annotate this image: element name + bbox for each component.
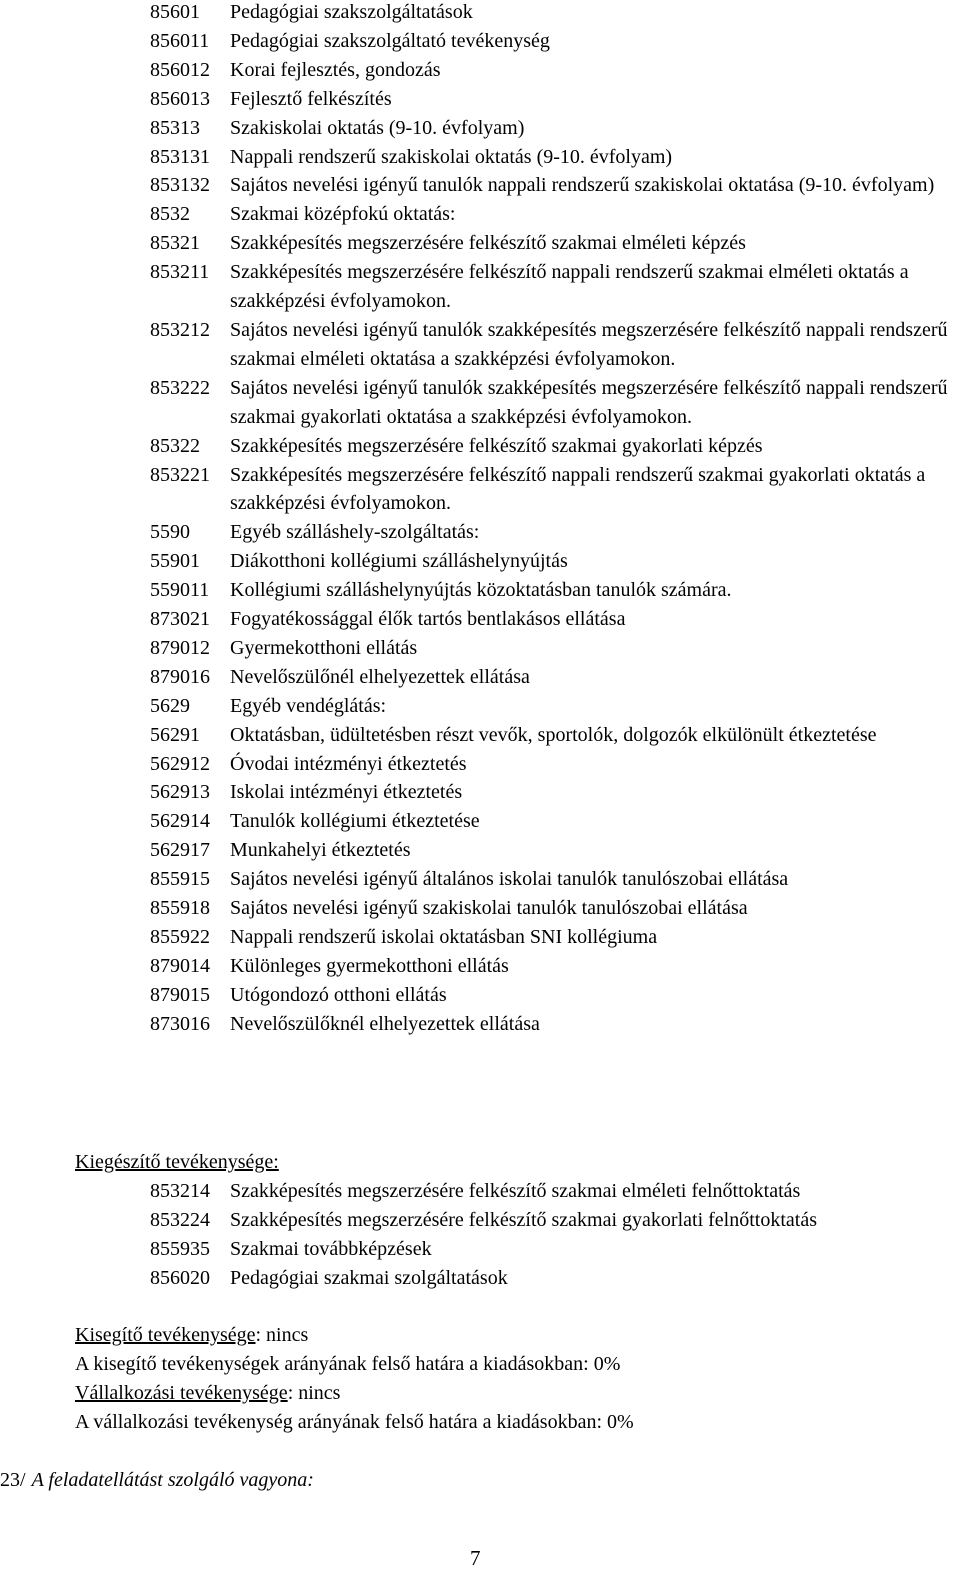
auxiliary-limit: A kisegítő tevékenységek arányának felső határa a kiadásokban: 0% <box>75 1353 621 1375</box>
activity-description: Szakmai továbbképzések <box>230 1237 432 1260</box>
activity-description: Utógondozó otthoni ellátás <box>230 983 447 1006</box>
activity-description: Iskolai intézményi étkeztetés <box>230 781 463 804</box>
activity-description: Pedagógiai szakszolgáltató tevékenység <box>230 29 550 52</box>
supplementary-heading: Kiegészítő tevékenysége: <box>75 1151 279 1173</box>
activity-description: Fejlesztő felkészítés <box>230 87 392 110</box>
activity-entry <box>150 200 950 229</box>
activity-list <box>150 0 950 1039</box>
activity-code: 562914 <box>150 810 210 833</box>
enterprise-line <box>75 1379 955 1408</box>
activity-description: Munkahelyi étkeztetés <box>230 839 411 862</box>
activity-entry <box>150 750 950 779</box>
activity-description: Sajátos nevelési igényű tanulók szakképesítés megszerzésére felkészítő nappali rendszerű szakmai gyakorlati oktatása a szakképzési évfolyamokon. <box>230 376 948 428</box>
activity-code: 85601 <box>150 1 200 23</box>
auxiliary-line <box>75 1321 955 1350</box>
activity-entry <box>150 952 950 981</box>
activity-description: Szakképesítés megszerzésére felkészítő nappali rendszerű szakmai elméleti oktatás a szakképzési évfolyamokon. <box>230 261 909 313</box>
activity-code: 855922 <box>150 926 210 948</box>
activity-entry <box>150 229 950 258</box>
activity-entry <box>150 923 950 952</box>
activity-code: 85321 <box>150 232 200 255</box>
activity-code: 855935 <box>150 1237 210 1260</box>
activity-code: 879015 <box>150 983 210 1006</box>
activity-entry <box>150 518 950 547</box>
activity-description: Pedagógiai szakmai szolgáltatások <box>230 1266 508 1289</box>
activity-entry <box>150 692 950 721</box>
activity-code: 879016 <box>150 665 210 688</box>
activity-entry <box>150 432 950 461</box>
supplementary-label <box>75 1148 955 1177</box>
activity-code: 55901 <box>150 550 200 573</box>
activity-entry <box>150 27 950 56</box>
activity-description: Kollégiumi szálláshelynyújtás közoktatásban tanulók számára. <box>230 579 732 602</box>
activity-entry <box>150 576 950 605</box>
activity-code: 856020 <box>150 1266 210 1289</box>
activity-code: 855915 <box>150 868 210 891</box>
activity-description: Oktatásban, üdültetésben részt vevők, sportolók, dolgozók elkülönült étkeztetése <box>230 723 877 746</box>
activity-entry <box>150 547 950 576</box>
activity-entry <box>150 374 950 432</box>
enterprise-limit: A vállalkozási tevékenység arányának felső határa a kiadásokban: 0% <box>75 1411 634 1433</box>
activity-entry <box>150 258 950 316</box>
activity-description: Szakképesítés megszerzésére felkészítő nappali rendszerű szakmai gyakorlati oktatás a szakképzési évfolyamokon. <box>230 463 926 515</box>
activity-description: Sajátos nevelési igényű tanulók nappali rendszerű szakiskolai oktatása (9-10. évfolyam) <box>230 174 935 197</box>
activity-entry <box>150 56 950 85</box>
activity-code: 853132 <box>150 174 210 197</box>
page-number: 7 <box>470 1546 481 1570</box>
activity-entry <box>150 807 950 836</box>
activity-description: Szakképesítés megszerzésére felkészítő szakmai elméleti felnőttoktatás <box>230 1180 801 1202</box>
activity-code: 853214 <box>150 1180 210 1202</box>
activity-code: 856011 <box>150 29 210 52</box>
activity-code: 559011 <box>150 579 210 602</box>
section-title: A feladatellátást szolgáló vagyona: <box>31 1469 314 1491</box>
section-23-heading <box>0 1466 314 1495</box>
activity-entry <box>150 605 950 634</box>
activity-description: Szakképesítés megszerzésére felkészítő szakmai elméleti képzés <box>230 232 746 255</box>
activity-description: Fogyatékossággal élők tartós bentlakásos ellátása <box>230 608 626 631</box>
activity-code: 562913 <box>150 781 210 804</box>
activity-description: Szakiskolai oktatás (9-10. évfolyam) <box>230 116 525 139</box>
activity-description: Nevelőszülőknél elhelyezettek ellátása <box>230 1012 540 1035</box>
activity-description: Sajátos nevelési igényű általános iskolai tanulók tanulószobai ellátása <box>230 868 789 891</box>
activity-entry <box>150 316 950 374</box>
activity-description: Nappali rendszerű iskolai oktatásban SNI kollégiuma <box>230 926 658 948</box>
activity-code: 853222 <box>150 376 210 399</box>
activity-description: Diákotthoni kollégiumi szálláshelynyújtás <box>230 550 568 573</box>
activity-code: 853221 <box>150 463 210 486</box>
activity-code: 853211 <box>150 261 210 284</box>
auxiliary-heading: Kisegítő tevékenysége <box>75 1324 256 1346</box>
activity-entry <box>150 894 950 923</box>
activity-entry <box>150 836 950 865</box>
enterprise-heading: Vállalkozási tevékenysége <box>75 1382 288 1404</box>
activity-entry <box>150 1177 950 1206</box>
activity-description: Sajátos nevelési igényű tanulók szakképesítés megszerzésére felkészítő nappali rendszerű szakmai elméleti oktatása a szakképzési évfolyamokon. <box>230 318 948 370</box>
activity-code: 562912 <box>150 752 210 775</box>
activity-description: Szakképesítés megszerzésére felkészítő szakmai gyakorlati felnőttoktatás <box>230 1208 817 1231</box>
activity-entry <box>150 1235 950 1264</box>
activity-code: 562917 <box>150 839 210 862</box>
activity-code: 879014 <box>150 954 210 977</box>
activity-description: Óvodai intézményi étkeztetés <box>230 752 467 775</box>
enterprise-value: : nincs <box>287 1382 341 1404</box>
activity-code: 5629 <box>150 694 190 717</box>
activity-code: 873021 <box>150 608 210 631</box>
activity-description: Sajátos nevelési igényű szakiskolai tanulók tanulószobai ellátása <box>230 897 748 920</box>
activity-code: 873016 <box>150 1012 210 1035</box>
activity-code: 8532 <box>150 203 190 226</box>
activity-entry <box>150 114 950 143</box>
activity-entry <box>150 634 950 663</box>
activity-entry <box>150 778 950 807</box>
activity-entry <box>150 865 950 894</box>
activity-code: 85322 <box>150 434 200 457</box>
activity-entry <box>150 1010 950 1039</box>
activity-description: Különleges gyermekotthoni ellátás <box>230 954 509 977</box>
activity-code: 85313 <box>150 116 200 139</box>
activity-description: Korai fejlesztés, gondozás <box>230 58 441 81</box>
auxiliary-value: : nincs <box>255 1324 309 1346</box>
activity-description: Tanulók kollégiumi étkeztetése <box>230 810 480 833</box>
activity-code: 853224 <box>150 1208 210 1231</box>
activity-code: 853131 <box>150 145 210 168</box>
activity-code: 56291 <box>150 723 200 746</box>
activity-description: Nevelőszülőnél elhelyezettek ellátása <box>230 665 530 688</box>
activity-code: 856012 <box>150 58 210 81</box>
activity-description: Pedagógiai szakszolgáltatások <box>230 1 473 23</box>
activity-entry <box>150 461 950 519</box>
activity-description: Szakmai középfokú oktatás: <box>230 203 456 226</box>
activity-entry <box>150 1206 950 1235</box>
activity-description: Gyermekotthoni ellátás <box>230 636 418 659</box>
activity-entry <box>150 1264 950 1293</box>
activity-code: 853212 <box>150 318 210 341</box>
activity-code: 855918 <box>150 897 210 920</box>
activity-entry <box>150 0 950 27</box>
activity-description: Nappali rendszerű szakiskolai oktatás (9-10. évfolyam) <box>230 145 673 168</box>
supplementary-list <box>150 1177 950 1293</box>
activity-description: Szakképesítés megszerzésére felkészítő szakmai gyakorlati képzés <box>230 434 763 457</box>
activity-entry <box>150 721 950 750</box>
section-number: 23/ <box>0 1469 26 1491</box>
activity-code: 856013 <box>150 87 210 110</box>
activity-entry <box>150 171 950 200</box>
activity-entry <box>150 85 950 114</box>
activity-code: 879012 <box>150 636 210 659</box>
activity-description: Egyéb vendéglátás: <box>230 694 387 717</box>
activity-entry <box>150 981 950 1010</box>
activity-description: Egyéb szálláshely-szolgáltatás: <box>230 521 480 544</box>
activity-entry <box>150 663 950 692</box>
activity-entry <box>150 143 950 172</box>
activity-code: 5590 <box>150 521 190 544</box>
